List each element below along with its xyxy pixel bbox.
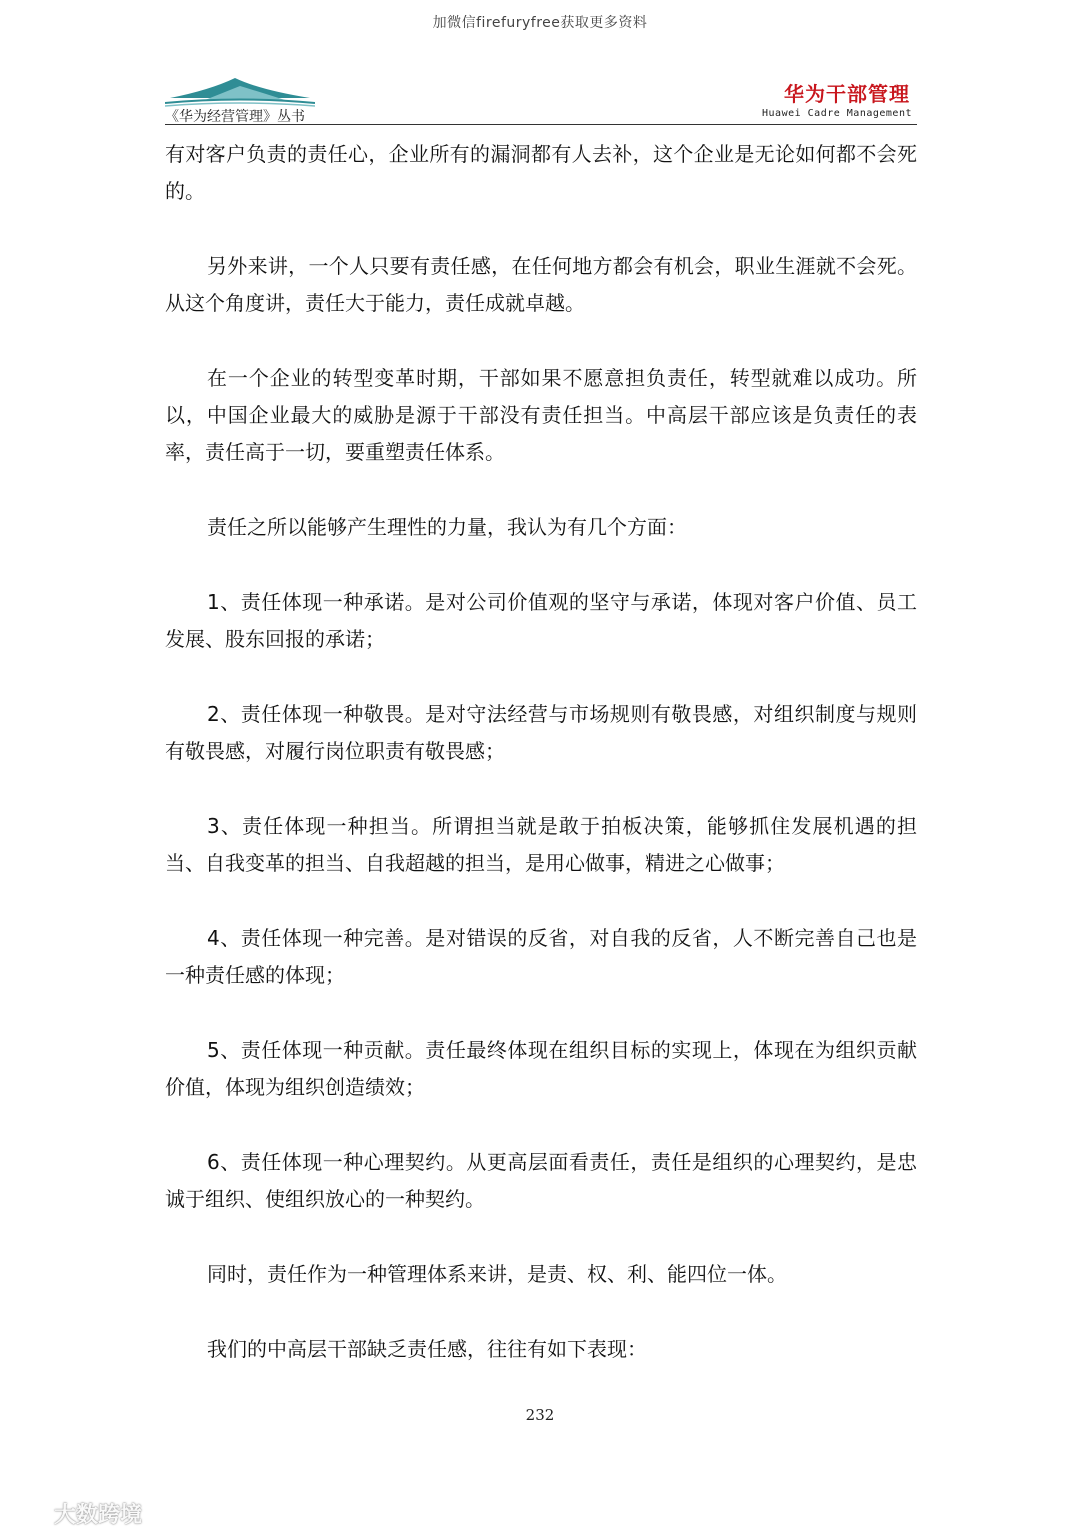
list-item-paragraph: 4、责任体现一种完善。是对错误的反省，对自我的反省，人不断完善自己也是一种责任感的体现； xyxy=(165,926,917,987)
brand-subtitle: Huawei Cadre Management xyxy=(762,108,912,119)
document-body xyxy=(165,136,917,1406)
list-item-paragraph: 5、责任体现一种贡献。责任最终体现在组织目标的实现上，体现在为组织贡献价值，体现为组织创造绩效； xyxy=(165,1038,917,1099)
watermark-text: 大数跨境 xyxy=(54,1503,143,1528)
paragraph: 在一个企业的转型变革时期，干部如果不愿意担负责任，转型就难以成功。所以，中国企业最大的威胁是源于干部没有责任担当。中高层干部应该是负责任的表率，责任高于一切，要重塑责任体系。 xyxy=(165,366,917,464)
paragraph: 责任之所以能够产生理性的力量，我认为有几个方面： xyxy=(207,515,687,539)
page-number: 232 xyxy=(525,1406,555,1424)
list-item-paragraph: 1、责任体现一种承诺。是对公司价值观的坚守与承诺，体现对客户价值、员工发展、股东回报的承诺； xyxy=(165,590,917,651)
list-item-paragraph: 6、责任体现一种心理契约。从更高层面看责任，责任是组织的心理契约，是忠诚于组织、使组织放心的一种契约。 xyxy=(165,1150,917,1211)
mountain-logo-icon xyxy=(165,72,315,108)
series-title: 《华为经营管理》丛书 xyxy=(165,109,305,125)
list-item-paragraph: 3、责任体现一种担当。所谓担当就是敢于拍板决策，能够抓住发展机遇的担当、自我变革的担当、自我超越的担当，是用心做事，精进之心做事； xyxy=(165,814,917,875)
list-item-paragraph: 2、责任体现一种敬畏。是对守法经营与市场规则有敬畏感，对组织制度与规则有敬畏感，对履行岗位职责有敬畏感； xyxy=(165,702,917,763)
paragraph: 同时，责任作为一种管理体系来讲，是责、权、利、能四位一体。 xyxy=(207,1262,787,1286)
brand-title: 华为干部管理 xyxy=(784,82,910,106)
watermark xyxy=(8,1498,142,1529)
paragraph: 另外来讲，一个人只要有责任感，在任何地方都会有机会，职业生涯就不会死。从这个角度讲，责任大于能力，责任成就卓越。 xyxy=(165,254,917,315)
paragraph: 我们的中高层干部缺乏责任感，往往有如下表现： xyxy=(207,1337,647,1361)
header-rule xyxy=(165,124,917,125)
paragraph: 有对客户负责的责任心，企业所有的漏洞都有人去补，这个企业是无论如何都不会死的。 xyxy=(165,142,917,203)
top-note: 加微信firefuryfree获取更多资料 xyxy=(432,15,648,31)
watermark-logo-icon xyxy=(8,1500,50,1528)
